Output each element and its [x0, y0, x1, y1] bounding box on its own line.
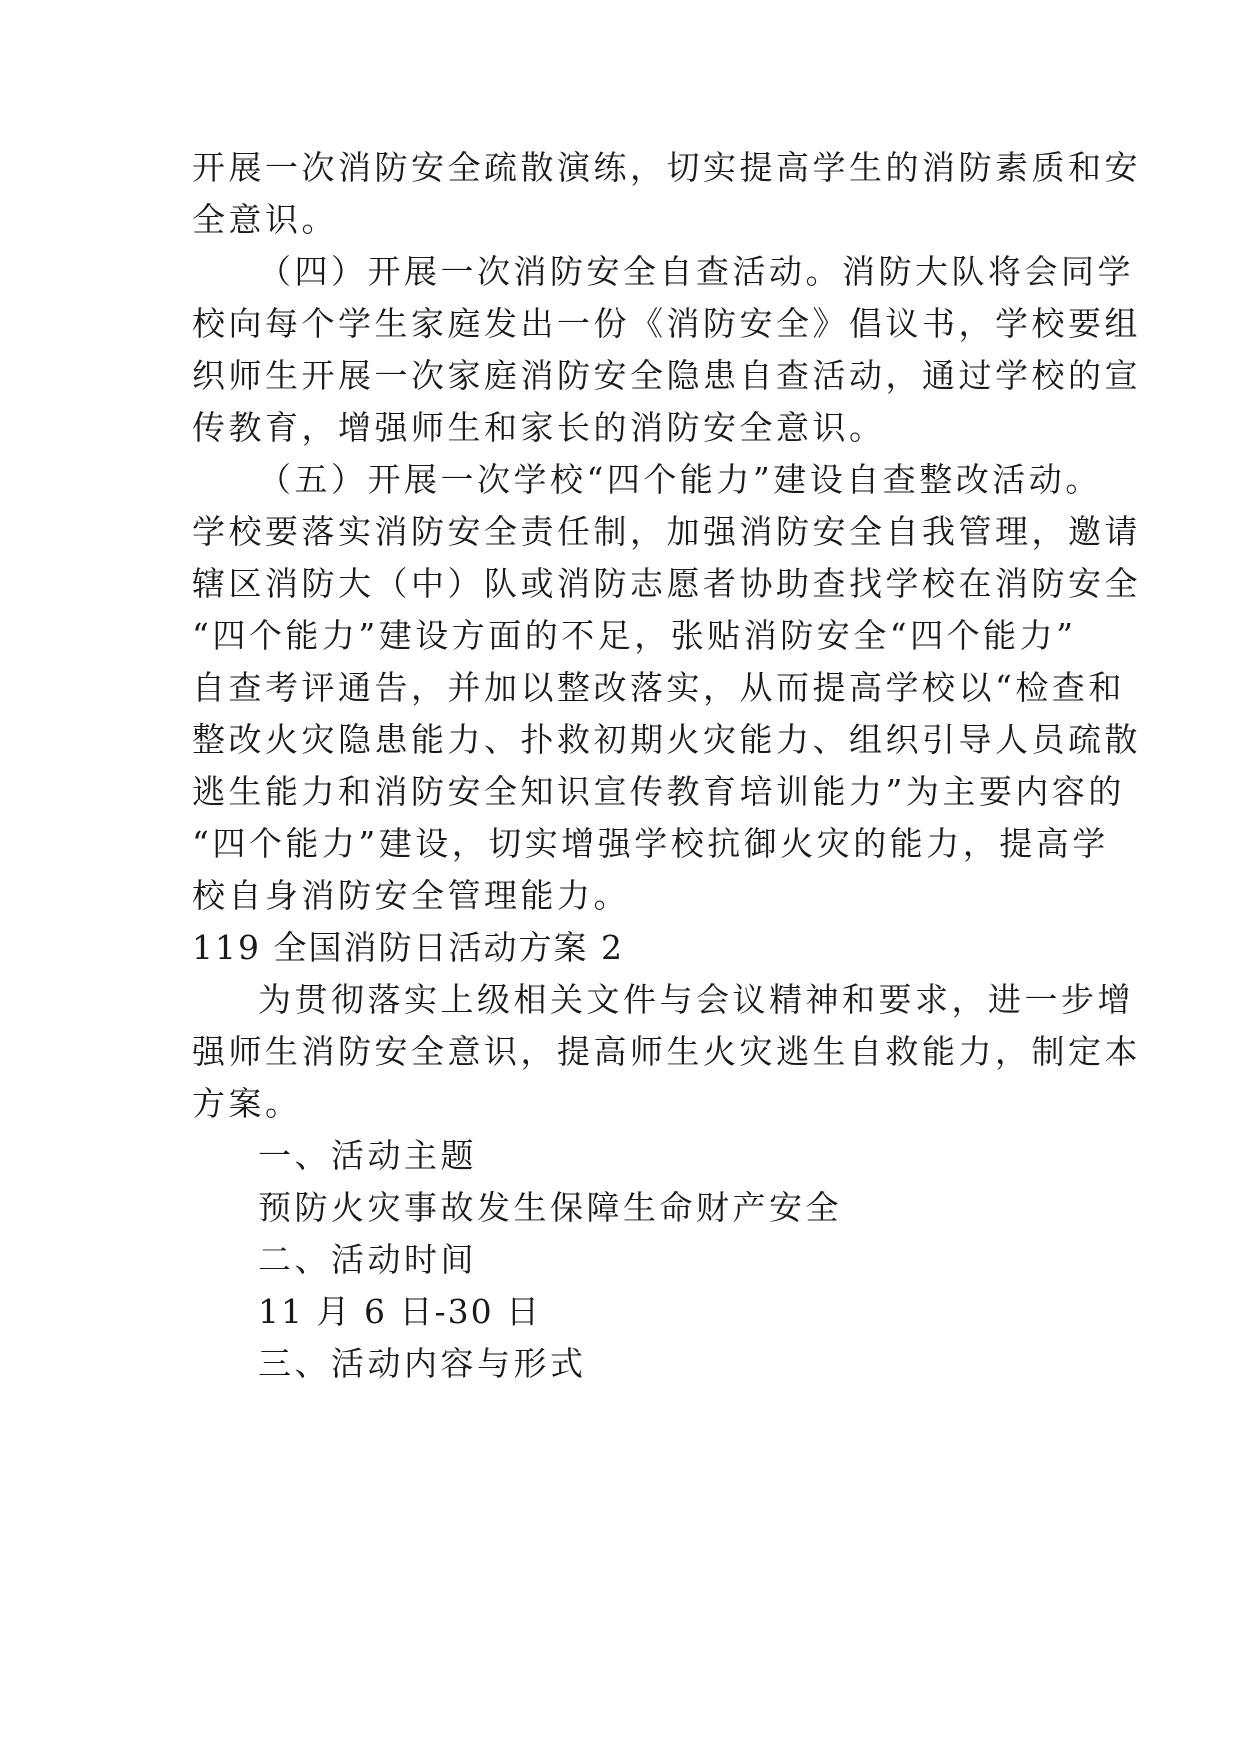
paragraph-line: “四个能力”建设，切实增强学校抗御火灾的能力，提高学: [192, 824, 1109, 863]
subheading: 三、活动内容与形式: [258, 1344, 587, 1383]
subheading: 二、活动时间: [258, 1240, 477, 1279]
paragraph-line: 整改火灾隐患能力、扑救初期火灾能力、组织引导人员疏散: [192, 720, 1141, 759]
paragraph-line: 传教育，增强师生和家长的消防安全意识。: [192, 408, 886, 447]
paragraph-line: 校自身消防安全管理能力。: [192, 876, 630, 915]
paragraph-line: 强师生消防安全意识，提高师生火灾逃生自救能力，制定本: [192, 1032, 1141, 1071]
paragraph-line: 自查考评通告，并加以整改落实，从而提高学校以“检查和: [192, 668, 1125, 707]
paragraph-line: 逃生能力和消防安全知识宣传教育培训能力”为主要内容的: [192, 772, 1125, 811]
paragraph-line: （四）开展一次消防安全自查活动。消防大队将会同学: [258, 252, 1134, 291]
paragraph-line: 辖区消防大（中）队或消防志愿者协助查找学校在消防安全: [192, 564, 1141, 603]
paragraph-line: 预防火灾事故发生保障生命财产安全: [258, 1188, 842, 1227]
paragraph-line: 织师生开展一次家庭消防安全隐患自查活动，通过学校的宣: [192, 356, 1141, 395]
section-title: 119 全国消防日活动方案 2: [192, 928, 624, 967]
paragraph-line: 全意识。: [192, 200, 338, 239]
subheading: 一、活动主题: [258, 1136, 477, 1175]
paragraph-line: 为贯彻落实上级相关文件与会议精神和要求，进一步增: [258, 980, 1134, 1019]
paragraph-line: 学校要落实消防安全责任制，加强消防安全自我管理，邀请: [192, 512, 1141, 551]
paragraph-line: “四个能力”建设方面的不足，张贴消防安全“四个能力”: [192, 616, 1077, 655]
paragraph-line: （五）开展一次学校“四个能力”建设自查整改活动。: [258, 460, 1102, 499]
paragraph-line: 开展一次消防安全疏散演练，切实提高学生的消防素质和安: [192, 148, 1141, 187]
paragraph-line: 校向每个学生家庭发出一份《消防安全》倡议书，学校要组: [192, 304, 1141, 343]
paragraph-line: 11 月 6 日-30 日: [258, 1292, 542, 1331]
paragraph-line: 方案。: [192, 1084, 302, 1123]
